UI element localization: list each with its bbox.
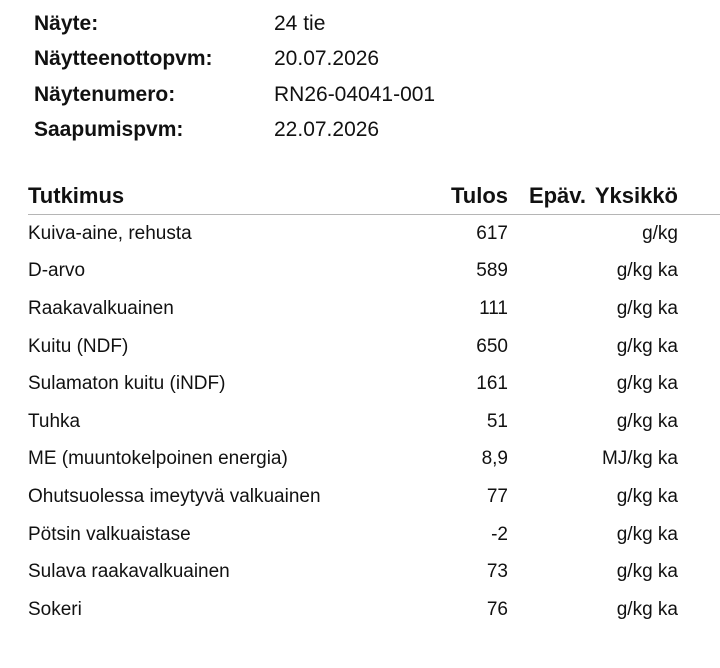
table-row bbox=[28, 328, 720, 366]
cell-result: 161 bbox=[476, 373, 508, 395]
table-row bbox=[28, 441, 720, 479]
cell-result: 73 bbox=[486, 561, 508, 583]
sampling-date-value: 20.07.2026 bbox=[274, 47, 380, 71]
cell-unit: g/kg ka bbox=[616, 335, 678, 357]
header-unit: Yksikkö bbox=[594, 183, 678, 208]
sample-info-row bbox=[34, 42, 435, 78]
cell-test: Tuhka bbox=[28, 410, 81, 432]
cell-result: 650 bbox=[476, 335, 508, 357]
cell-test: Sulava raakavalkuainen bbox=[28, 561, 230, 583]
table-row bbox=[28, 516, 720, 554]
cell-unit: g/kg ka bbox=[616, 561, 678, 583]
sample-info bbox=[34, 6, 435, 148]
cell-unit: g/kg ka bbox=[616, 523, 678, 545]
cell-unit: g/kg ka bbox=[616, 598, 678, 620]
cell-result: -2 bbox=[491, 523, 508, 545]
cell-result: 617 bbox=[476, 222, 508, 244]
table-row bbox=[28, 215, 720, 253]
sample-info-row bbox=[34, 6, 435, 42]
header-result: Tulos bbox=[450, 183, 508, 208]
cell-unit: g/kg ka bbox=[616, 260, 678, 282]
cell-unit: g/kg bbox=[642, 222, 678, 244]
table-row bbox=[28, 365, 720, 403]
arrival-date-value: 22.07.2026 bbox=[274, 118, 380, 142]
table-row bbox=[28, 253, 720, 291]
cell-test: Sulamaton kuitu (iNDF) bbox=[28, 373, 226, 395]
sampling-date-label: Näytteenottopvm: bbox=[34, 47, 213, 71]
cell-unit: g/kg ka bbox=[616, 373, 678, 395]
cell-test: Kuitu (NDF) bbox=[28, 335, 129, 357]
cell-test: Raakavalkuainen bbox=[28, 297, 174, 319]
cell-result: 589 bbox=[476, 260, 508, 282]
sample-info-row bbox=[34, 77, 435, 113]
table-row bbox=[28, 290, 720, 328]
sample-value: 24 tie bbox=[274, 11, 326, 35]
table-row bbox=[28, 591, 720, 629]
cell-test: D-arvo bbox=[28, 260, 86, 282]
results-header bbox=[28, 178, 720, 215]
cell-test: Pötsin valkuaistase bbox=[28, 523, 191, 545]
cell-result: 76 bbox=[486, 598, 508, 620]
cell-unit: g/kg ka bbox=[616, 297, 678, 319]
results-table bbox=[28, 178, 720, 629]
cell-test: Ohutsuolessa imeytyvä valkuainen bbox=[28, 485, 321, 507]
table-row bbox=[28, 403, 720, 441]
cell-result: 111 bbox=[479, 297, 508, 319]
sample-label: Näyte: bbox=[34, 11, 99, 35]
cell-unit: g/kg ka bbox=[616, 485, 678, 507]
cell-result: 8,9 bbox=[481, 448, 508, 470]
cell-result: 51 bbox=[486, 410, 508, 432]
cell-test: Sokeri bbox=[28, 598, 82, 620]
header-test: Tutkimus bbox=[28, 183, 125, 208]
sample-number-value: RN26-04041-001 bbox=[274, 82, 436, 106]
table-row bbox=[28, 478, 720, 516]
cell-unit: g/kg ka bbox=[616, 410, 678, 432]
header-uncertainty: Epäv. bbox=[528, 183, 586, 208]
cell-unit: MJ/kg ka bbox=[601, 448, 678, 470]
arrival-date-label: Saapumispvm: bbox=[34, 118, 184, 142]
cell-result: 77 bbox=[486, 485, 508, 507]
sample-number-label: Näytenumero: bbox=[34, 82, 176, 106]
table-row bbox=[28, 553, 720, 591]
cell-test: ME (muuntokelpoinen energia) bbox=[28, 448, 288, 470]
cell-test: Kuiva-aine, rehusta bbox=[28, 222, 192, 244]
results-body bbox=[28, 215, 720, 629]
sample-info-row bbox=[34, 113, 435, 149]
